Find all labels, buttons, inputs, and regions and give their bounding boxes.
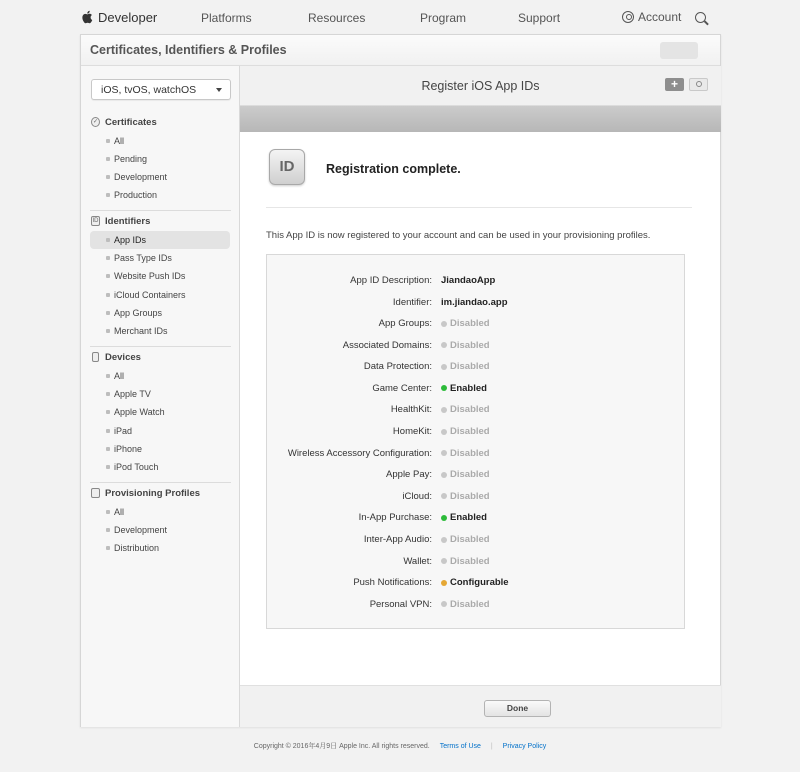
sidebar-item-profiles-all[interactable]: [90, 503, 230, 521]
bullet-icon: [106, 256, 110, 260]
sidebar-item-label: iPod Touch: [114, 462, 159, 472]
card-header: [81, 35, 720, 66]
bullet-icon: [106, 392, 110, 396]
detail-label: HomeKit:: [392, 426, 432, 437]
status-indicator: [441, 340, 490, 351]
progress-band: [240, 106, 721, 132]
sidebar-item-ipod-touch[interactable]: [90, 458, 230, 476]
bullet-icon: [106, 175, 110, 179]
detail-row-service: [267, 534, 684, 548]
nav-resources[interactable]: Resources: [308, 11, 366, 25]
detail-label: Data Protection:: [363, 361, 432, 373]
detail-value: JiandaoApp: [441, 275, 496, 286]
detail-row-service: [267, 426, 684, 440]
status-text: Disabled: [450, 598, 490, 610]
status-dot-icon: [441, 364, 447, 370]
status-text: Disabled: [450, 534, 490, 545]
sidebar-item-label: App IDs: [114, 235, 147, 245]
search-icon: [696, 81, 702, 87]
detail-label: Personal VPN:: [369, 598, 432, 610]
detail-label: Identifier:: [392, 297, 432, 308]
done-button[interactable]: Done: [484, 700, 551, 717]
intro-text: This App ID is now registered to your account and can be used in your provisioning profiles.: [266, 230, 651, 241]
status-text: Configurable: [450, 577, 509, 589]
status-dot-icon: [441, 493, 447, 499]
status-dot-icon: [441, 407, 447, 413]
detail-label: Push Notifications:: [353, 577, 432, 589]
detail-row-service: [267, 577, 684, 591]
detail-row-service: [267, 469, 684, 483]
page-footer: [0, 741, 800, 751]
bullet-icon: [106, 274, 110, 278]
sidebar-item-profiles-distribution[interactable]: [90, 539, 230, 557]
sidebar-item-merchant-ids[interactable]: [90, 322, 230, 340]
registration-headline: Registration complete.: [326, 162, 461, 176]
status-indicator: [441, 469, 490, 480]
account-icon: [622, 11, 634, 23]
main-card: [80, 34, 721, 727]
bullet-icon: [106, 238, 110, 242]
status-dot-icon: [441, 450, 447, 456]
sidebar-item-label: App Groups: [114, 308, 163, 318]
status-indicator: [441, 577, 509, 588]
sidebar-item-label: Development: [114, 172, 168, 182]
divider: [90, 210, 231, 211]
nav-platforms[interactable]: Platforms: [201, 11, 252, 25]
bullet-icon: [106, 329, 110, 333]
detail-label: iCloud:: [402, 490, 432, 502]
nav-program[interactable]: Program: [420, 11, 467, 25]
detail-row-service: [267, 599, 684, 613]
section-title: Provisioning Profiles: [105, 487, 201, 499]
status-text: Enabled: [450, 382, 487, 394]
bullet-icon: [106, 157, 110, 161]
section-title: Certificates: [105, 116, 157, 128]
status-text: Disabled: [450, 339, 490, 351]
divider: [90, 482, 231, 483]
bullet-icon: [106, 293, 110, 297]
status-text: Disabled: [450, 426, 490, 437]
sidebar-item-apple-tv[interactable]: [90, 385, 230, 403]
status-dot-icon: [441, 601, 447, 607]
sidebar-item-label: All: [114, 371, 125, 381]
sidebar-item-label: iCloud Containers: [114, 290, 186, 300]
detail-row-service: [267, 383, 684, 397]
detail-label: Associated Domains:: [342, 339, 432, 351]
team-selector[interactable]: [660, 42, 698, 59]
sidebar-item-apple-watch[interactable]: [90, 403, 230, 421]
status-dot-icon: [441, 472, 447, 478]
sidebar-item-certificates-pending[interactable]: [90, 150, 230, 168]
app-id-icon: ID: [269, 149, 305, 185]
bullet-icon: [106, 193, 110, 197]
sidebar-item-label: iPad: [114, 426, 133, 436]
status-dot-icon: [441, 321, 447, 327]
status-text: Disabled: [450, 404, 490, 416]
identifier-icon: ID: [92, 218, 99, 224]
section-certificates: [91, 115, 157, 129]
section-title: Identifiers: [105, 215, 151, 227]
sidebar-item-profiles-development[interactable]: [90, 521, 230, 539]
status-dot-icon: [441, 515, 447, 521]
bullet-icon: [106, 374, 110, 378]
top-navigation: [0, 0, 800, 36]
add-button[interactable]: +: [665, 78, 684, 91]
sidebar-item-label: Development: [114, 525, 168, 535]
divider: [90, 346, 231, 347]
sidebar-item-icloud-containers[interactable]: [90, 286, 230, 304]
status-indicator: [441, 448, 490, 459]
status-text: Disabled: [450, 490, 490, 502]
detail-value: im.jiandao.app: [441, 297, 508, 308]
detail-label: App Groups:: [378, 318, 432, 329]
status-text: Disabled: [450, 361, 490, 373]
sidebar-item-app-ids[interactable]: [90, 231, 230, 249]
status-indicator: [441, 491, 490, 502]
profile-icon: [91, 488, 100, 498]
copyright-text: Copyright © 2016年4月9日 Apple Inc. All rights reserved.: [253, 743, 430, 750]
detail-row-service: [267, 404, 684, 418]
section-title: Devices: [105, 351, 141, 363]
status-indicator: [441, 599, 490, 610]
detail-row-service: [267, 556, 684, 570]
sidebar-item-label: Apple Watch: [114, 407, 165, 417]
detail-row-service: [267, 512, 684, 526]
sidebar-item-label: All: [114, 136, 125, 146]
account-link[interactable]: [622, 10, 681, 24]
sidebar-item-label: Pass Type IDs: [114, 253, 172, 263]
bullet-icon: [106, 465, 110, 469]
platform-select[interactable]: [91, 79, 231, 100]
section-devices: [91, 350, 141, 364]
sidebar-item-pass-type-ids[interactable]: [90, 249, 230, 267]
bullet-icon: [106, 546, 110, 550]
detail-label: App ID Description:: [350, 275, 432, 286]
sidebar-item-app-groups[interactable]: [90, 304, 230, 322]
status-dot-icon: [441, 558, 447, 564]
sidebar-item-label: All: [114, 507, 125, 517]
sidebar-item-label: Merchant IDs: [114, 326, 168, 336]
privacy-policy-link[interactable]: Privacy Policy: [502, 743, 547, 750]
chevron-down-icon: [216, 88, 222, 92]
sidebar-item-certificates-development[interactable]: [90, 168, 230, 186]
bullet-icon: [106, 311, 110, 315]
sidebar-item-label: Apple TV: [114, 389, 151, 399]
section-identifiers: [91, 214, 150, 228]
status-indicator: [441, 383, 487, 394]
detail-row-service: [267, 361, 684, 375]
bullet-icon: [106, 510, 110, 514]
status-text: Disabled: [450, 469, 490, 481]
sidebar-item-certificates-production[interactable]: [90, 186, 230, 204]
nav-support[interactable]: Support: [518, 11, 561, 25]
detail-row-identifier: [267, 297, 684, 311]
detail-row-service: [267, 318, 684, 332]
action-bar: [240, 685, 721, 727]
bullet-icon: [106, 528, 110, 532]
bullet-icon: [106, 429, 110, 433]
content-title-bar: [240, 66, 721, 106]
status-text: Disabled: [450, 555, 490, 567]
search-icon[interactable]: [695, 12, 706, 23]
sidebar-item-label: Distribution: [114, 543, 160, 553]
content-title: Register iOS App IDs: [421, 79, 540, 93]
apple-logo-icon[interactable]: [81, 10, 93, 24]
detail-row-service: [267, 448, 684, 462]
detail-row-service: [267, 340, 684, 354]
app-id-details: [266, 254, 685, 629]
section-provisioning-profiles: [91, 486, 200, 500]
status-dot-icon: [441, 429, 447, 435]
status-text: Enabled: [450, 512, 487, 524]
status-indicator: [441, 556, 490, 567]
status-indicator: [441, 512, 487, 523]
sidebar-item-website-push-ids[interactable]: [90, 267, 230, 285]
terms-of-use-link[interactable]: Terms of Use: [439, 743, 481, 750]
detail-label: Apple Pay:: [386, 469, 432, 481]
developer-brand[interactable]: Developer: [98, 10, 158, 25]
detail-label: HealthKit:: [390, 404, 432, 416]
sidebar: [81, 66, 240, 727]
sidebar-item-label: Production: [114, 190, 158, 200]
account-label: Account: [638, 10, 682, 24]
sidebar-item-iphone[interactable]: [90, 440, 230, 458]
divider: [266, 207, 692, 208]
detail-label: Wallet:: [403, 555, 432, 567]
search-button[interactable]: [689, 78, 708, 91]
sidebar-item-certificates-all[interactable]: [90, 132, 230, 150]
detail-label: Game Center:: [372, 382, 432, 394]
device-icon: [92, 352, 99, 362]
status-indicator: [441, 426, 490, 437]
sidebar-item-devices-all[interactable]: [90, 367, 230, 385]
detail-row-description: [267, 275, 684, 289]
status-dot-icon: [441, 342, 447, 348]
sidebar-item-label: iPhone: [114, 444, 143, 454]
detail-label: In-App Purchase:: [358, 512, 432, 524]
bullet-icon: [106, 410, 110, 414]
status-indicator: [441, 318, 490, 329]
status-dot-icon: [441, 580, 447, 586]
platform-select-value: iOS, tvOS, watchOS: [101, 84, 197, 96]
detail-label: Inter-App Audio:: [363, 534, 432, 545]
sidebar-item-ipad[interactable]: [90, 422, 230, 440]
sidebar-item-label: Website Push IDs: [114, 271, 186, 281]
sidebar-item-label: Pending: [114, 154, 148, 164]
bullet-icon: [106, 447, 110, 451]
certificate-icon: ✓: [92, 119, 99, 125]
status-dot-icon: [441, 537, 447, 543]
page-title: Certificates, Identifiers & Profiles: [90, 43, 287, 57]
status-text: Disabled: [450, 318, 490, 329]
status-indicator: [441, 404, 490, 415]
status-indicator: [441, 361, 490, 372]
detail-label: Wireless Accessory Configuration:: [287, 447, 432, 459]
status-indicator: [441, 534, 490, 545]
status-dot-icon: [441, 385, 447, 391]
content-area: [240, 66, 721, 727]
bullet-icon: [106, 139, 110, 143]
detail-row-service: [267, 491, 684, 505]
footer-divider: |: [490, 743, 493, 750]
status-text: Disabled: [450, 447, 490, 459]
